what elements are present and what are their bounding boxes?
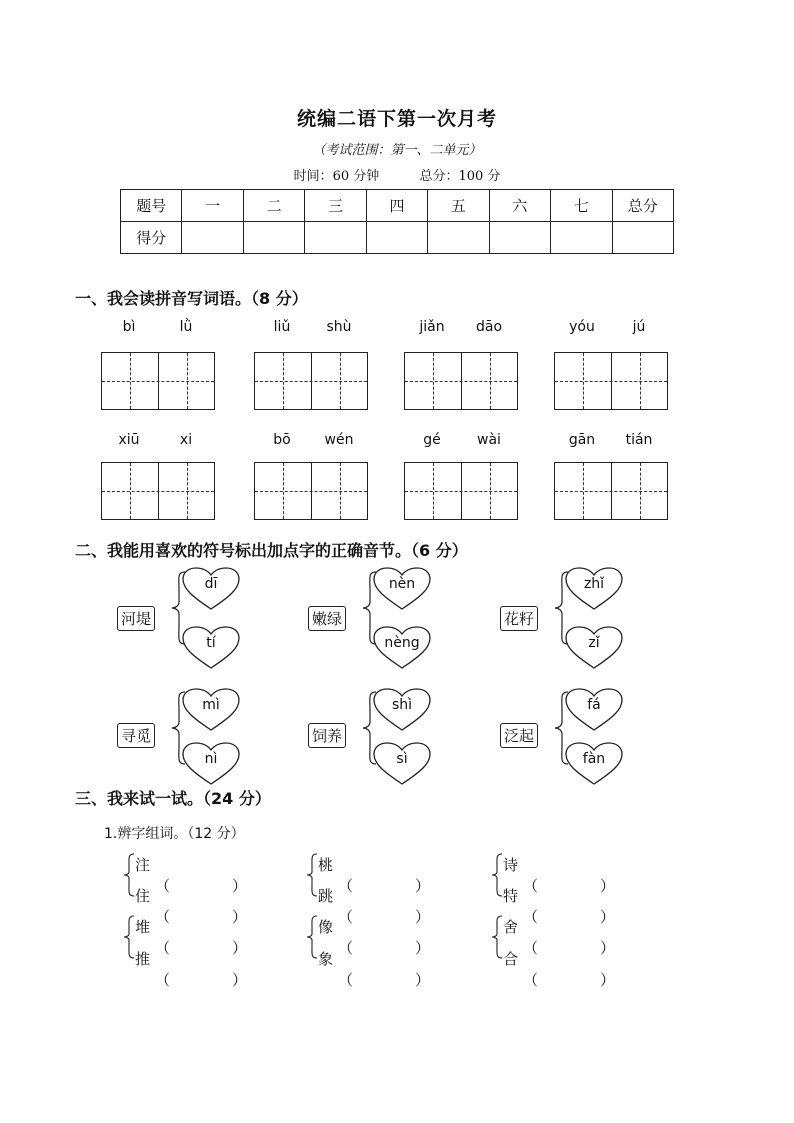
score-table: [120, 189, 674, 254]
target-word: 河堤: [117, 606, 155, 631]
char: 堆: [135, 918, 151, 936]
pinyin-syllable: dāo: [475, 319, 503, 335]
pinyin-syllable: lǜ: [179, 319, 193, 335]
paren-open: （: [338, 971, 354, 989]
pinyin-syllable: bì: [122, 319, 136, 335]
brace-icon: [491, 914, 503, 960]
pinyin-syllable: jiǎn: [419, 319, 445, 335]
char-item: [318, 885, 438, 926]
score-cell: 五: [428, 190, 489, 222]
exam-total: 总分：100 分: [419, 169, 501, 184]
pinyin-option: zǐ: [588, 635, 600, 651]
score-table-header-row: [121, 190, 674, 222]
char-item: [503, 885, 623, 926]
section1-title: 一、我会读拼音写词语。（8 分）: [75, 289, 308, 308]
pinyin-option: zhǐ: [583, 576, 605, 592]
char: 跳: [318, 887, 334, 905]
char: 住: [135, 887, 151, 905]
paren-open: （: [523, 877, 539, 895]
paren-close: ）: [414, 971, 430, 989]
pinyin-option: tí: [206, 635, 216, 651]
paren-open: （: [523, 908, 539, 926]
paren-close: ）: [231, 908, 247, 926]
char: 象: [318, 950, 334, 968]
pinyin-option: nèng: [384, 635, 420, 651]
paren-open: （: [155, 939, 171, 957]
pinyin-option: fàn: [582, 751, 606, 767]
target-word: 花籽: [500, 606, 538, 631]
exam-time: 时间：60 分钟: [293, 169, 380, 184]
paren-close: ）: [231, 877, 247, 895]
char-item: [318, 948, 438, 989]
answer-blank[interactable]: [523, 969, 615, 990]
char: 像: [318, 918, 334, 936]
pinyin-option: sì: [396, 751, 408, 767]
brace-icon: [306, 914, 318, 960]
score-input-cell[interactable]: [612, 222, 674, 254]
char-item: [135, 885, 255, 926]
pinyin-syllable: bō: [273, 432, 291, 448]
char-item: [318, 916, 438, 957]
paren-close: ）: [599, 939, 615, 957]
pinyin-syllable: wén: [324, 432, 354, 448]
score-cell: 六: [489, 190, 550, 222]
pinyin-option: fá: [587, 697, 601, 713]
writing-grid[interactable]: [404, 352, 518, 410]
pinyin-syllable: tián: [625, 432, 653, 448]
writing-grid[interactable]: [101, 462, 215, 520]
exam-info: [0, 165, 794, 184]
paren-close: ）: [414, 908, 430, 926]
score-input-cell[interactable]: [489, 222, 550, 254]
brace-icon: [306, 852, 318, 898]
char-item: [503, 916, 623, 957]
score-input-cell[interactable]: [428, 222, 489, 254]
brace-icon: [123, 914, 135, 960]
score-cell: 题号: [121, 190, 182, 222]
score-input-cell[interactable]: [305, 222, 366, 254]
score-cell: 得分: [121, 222, 182, 254]
char: 桃: [318, 856, 334, 874]
paren-open: （: [338, 908, 354, 926]
char: 推: [135, 950, 151, 968]
pinyin-option: nì: [204, 751, 218, 767]
pinyin-syllable: jú: [632, 319, 646, 335]
char-item: [503, 854, 623, 895]
score-cell: 二: [243, 190, 304, 222]
answer-blank[interactable]: [155, 969, 247, 990]
brace-icon: [491, 852, 503, 898]
paren-open: （: [338, 877, 354, 895]
paren-open: （: [155, 971, 171, 989]
char: 合: [503, 950, 519, 968]
score-input-cell[interactable]: [243, 222, 304, 254]
pinyin-syllable: liǔ: [273, 319, 291, 335]
writing-grid[interactable]: [404, 462, 518, 520]
char-item: [135, 854, 255, 895]
char: 诗: [503, 856, 519, 874]
pinyin-syllable: wài: [477, 432, 501, 448]
target-word: 寻觅: [117, 723, 155, 748]
section3-title: 三、我来试一试。（24 分）: [75, 789, 271, 808]
char: 特: [503, 887, 519, 905]
brace-icon: [123, 852, 135, 898]
pinyin-option: shì: [391, 697, 413, 713]
pinyin-syllable: yóu: [569, 319, 595, 335]
pinyin-option: nèn: [388, 576, 416, 592]
target-word: 饲养: [308, 723, 346, 748]
char-item: [135, 916, 255, 957]
pinyin-syllable: xiū: [118, 432, 140, 448]
writing-grid[interactable]: [254, 352, 368, 410]
paren-open: （: [155, 908, 171, 926]
pinyin-syllable: xi: [179, 432, 193, 448]
pinyin-syllable: gān: [568, 432, 596, 448]
target-word: 泛起: [500, 723, 538, 748]
paren-open: （: [523, 939, 539, 957]
writing-grid[interactable]: [554, 352, 668, 410]
paren-close: ）: [414, 877, 430, 895]
paren-open: （: [155, 877, 171, 895]
score-input-cell[interactable]: [551, 222, 612, 254]
answer-blank[interactable]: [338, 969, 430, 990]
target-word: 嫩绿: [308, 606, 346, 631]
score-cell: 七: [551, 190, 612, 222]
paren-close: ）: [599, 877, 615, 895]
writing-grid[interactable]: [254, 462, 368, 520]
score-table-score-row: [121, 222, 674, 254]
char-item: [318, 854, 438, 895]
char: 注: [135, 856, 151, 874]
writing-grid[interactable]: [101, 352, 215, 410]
paren-close: ）: [599, 908, 615, 926]
pinyin-option: dī: [204, 576, 218, 592]
score-input-cell[interactable]: [182, 222, 243, 254]
page-title: 统编二语下第一次月考: [296, 108, 497, 130]
pinyin-syllable: shù: [326, 319, 352, 335]
char: 舍: [503, 918, 519, 936]
score-input-cell[interactable]: [366, 222, 427, 254]
paren-open: （: [338, 939, 354, 957]
writing-grid[interactable]: [554, 462, 668, 520]
char-item: [135, 948, 255, 989]
paren-close: ）: [231, 971, 247, 989]
pinyin-option: mì: [202, 697, 220, 713]
score-cell: 总分: [612, 190, 674, 222]
paren-close: ）: [599, 971, 615, 989]
score-cell: 三: [305, 190, 366, 222]
char-item: [503, 948, 623, 989]
score-cell: 四: [366, 190, 427, 222]
paren-close: ）: [231, 939, 247, 957]
exam-scope: （考试范围：第一、二单元）: [312, 143, 482, 158]
paren-open: （: [523, 971, 539, 989]
section2-title: 二、我能用喜欢的符号标出加点字的正确音节。（6 分）: [75, 541, 468, 560]
question-1-title: 1.辨字组词。（12 分）: [104, 826, 245, 842]
pinyin-syllable: gé: [423, 432, 441, 448]
paren-close: ）: [414, 939, 430, 957]
score-cell: 一: [182, 190, 243, 222]
